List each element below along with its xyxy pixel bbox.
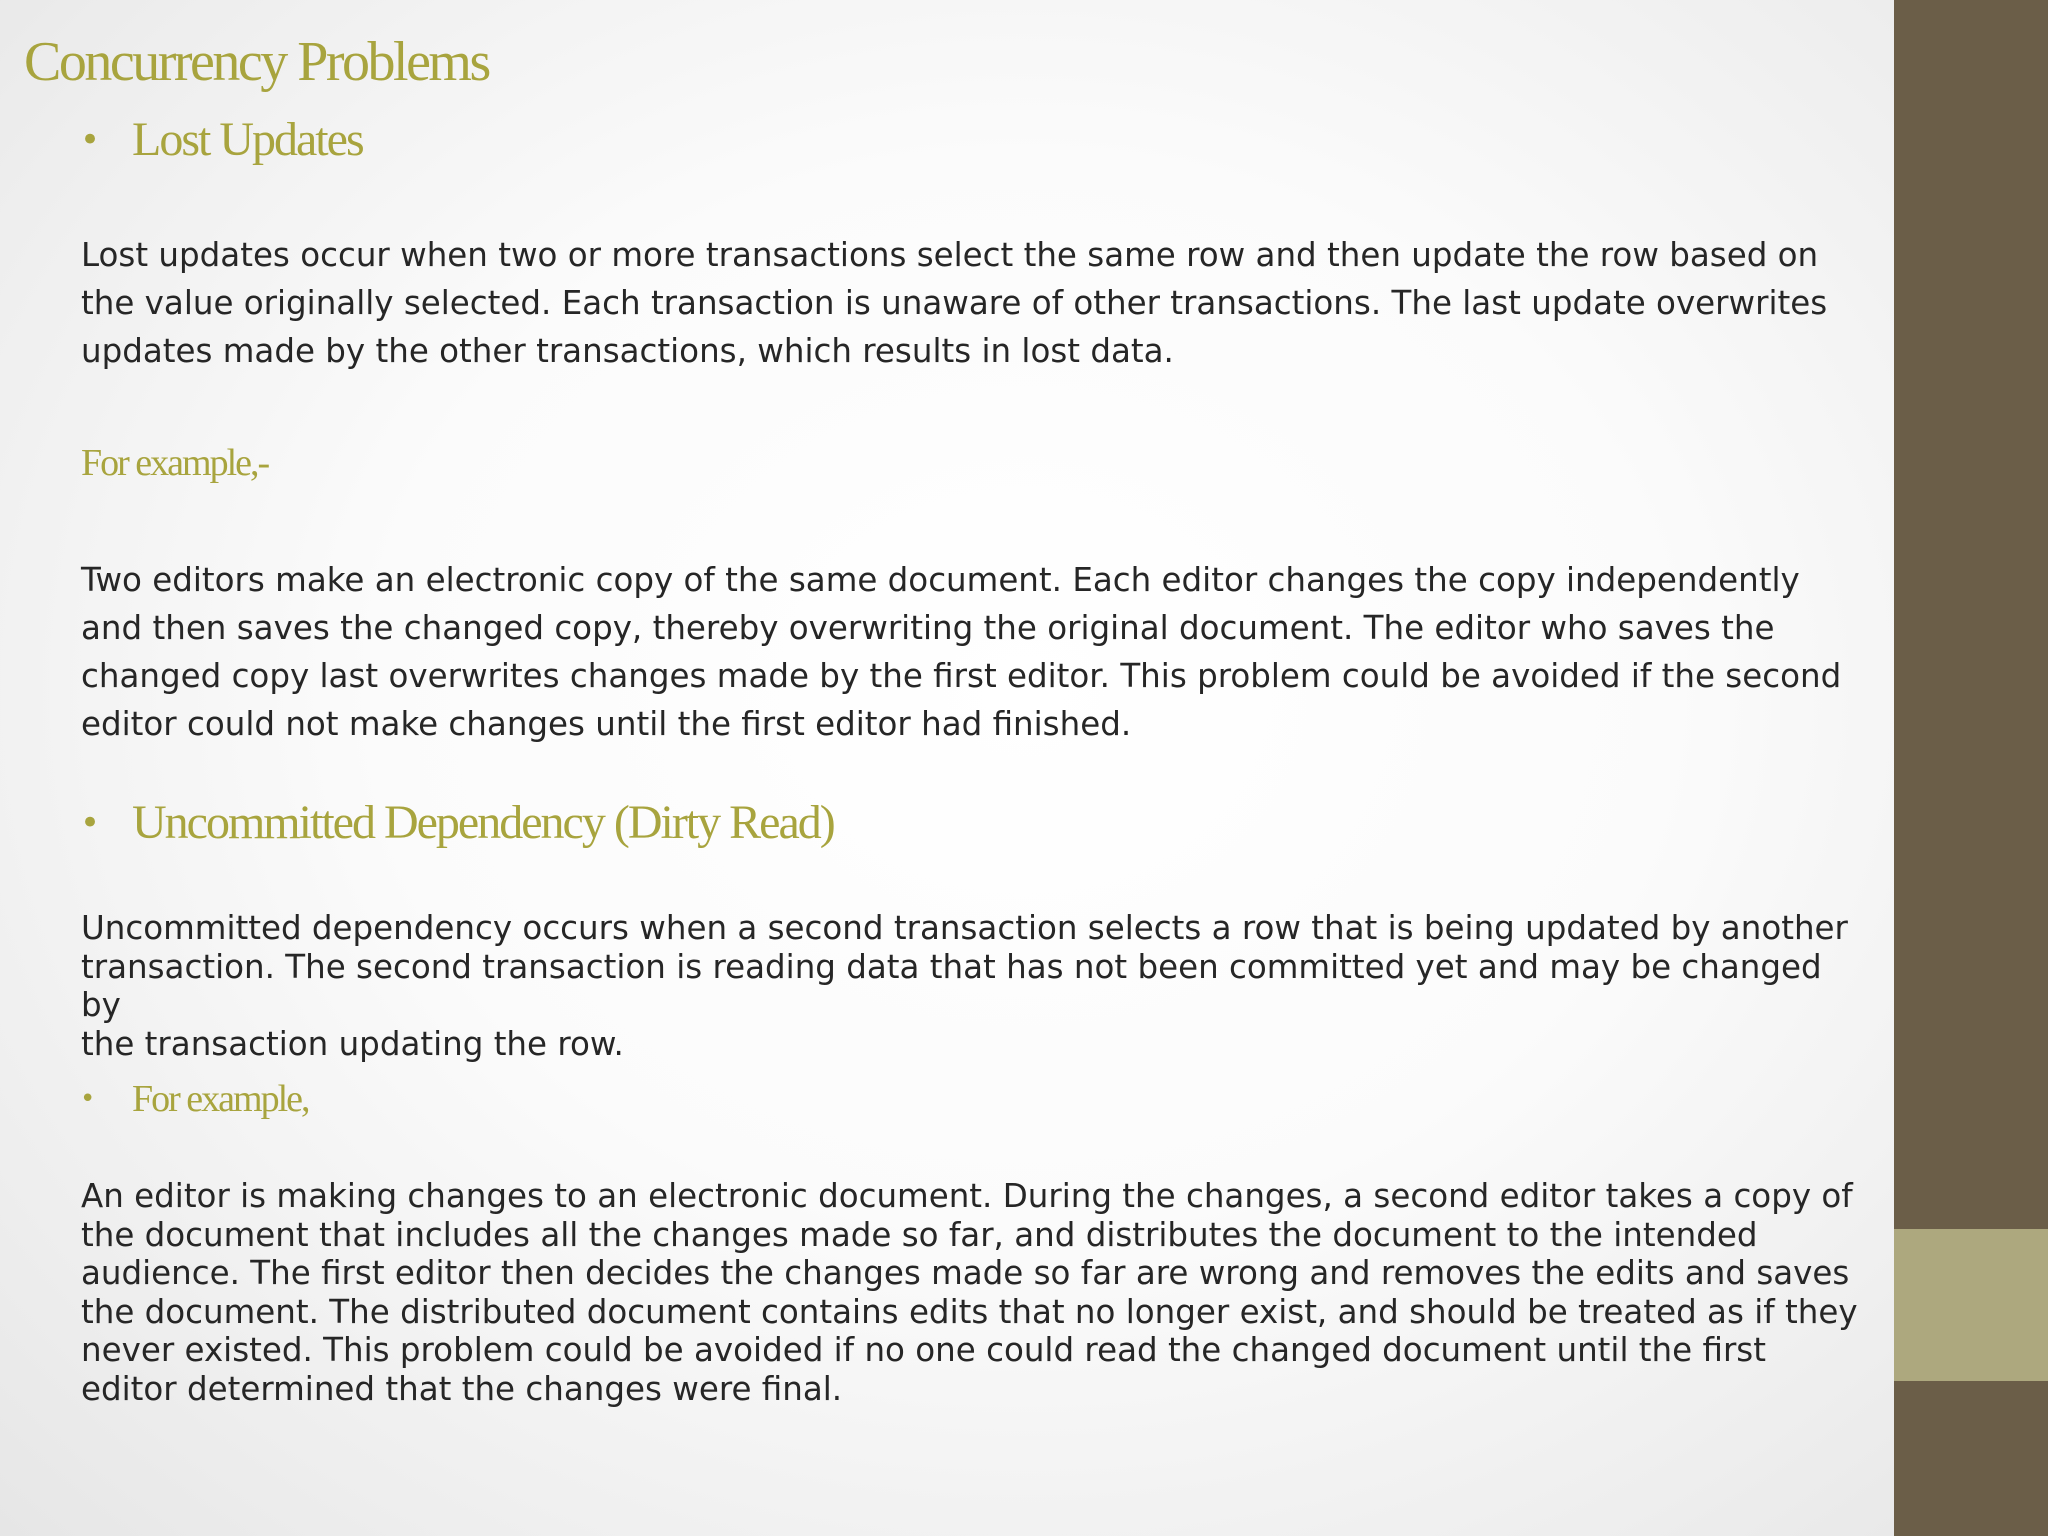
- slide-title: Concurrency Problems: [24, 31, 489, 93]
- heading-dirty-read-label: Uncommitted Dependency (Dirty Read): [132, 796, 834, 849]
- dirty-read-example-label: [80, 1077, 309, 1121]
- bullet-dot-icon: •: [80, 119, 99, 160]
- heading-lost-updates: [80, 112, 363, 167]
- dirty-read-example-label-text: For example,: [132, 1078, 309, 1120]
- dirty-read-description: Uncommitted dependency occurs when a second transaction selects a row that is being updated by another transaction. The second transaction is reading data that has not been committed yet and may be changed by the transaction updating the row.: [81, 909, 1848, 1063]
- lost-updates-example-label: For example,-: [81, 442, 269, 484]
- heading-lost-updates-label: Lost Updates: [132, 113, 363, 166]
- sidebar-accent-block: [1894, 1229, 2048, 1381]
- lost-updates-example-text: Two editors make an electronic copy of the same document. Each editor changes the copy independently and then saves the changed copy, thereby overwriting the original document. The editor who saves the changed copy last overwrites changes made by the first editor. This problem could be avoided if the second editor could not make changes until the first editor had finished.: [81, 561, 1842, 743]
- bullet-dot-icon: •: [80, 802, 99, 843]
- dirty-read-example-text: An editor is making changes to an electronic document. During the changes, a second editor takes a copy of the document that includes all the changes made so far, and distributes the document to the intended audience. The first editor then decides the changes made so far are wrong and removes the edits and saves the document. The distributed document contains edits that no longer exist, and should be treated as if they never existed. This problem could be avoided if no one could read the changed document until the first editor determined that the changes were final.: [81, 1177, 1858, 1408]
- heading-dirty-read: [80, 795, 834, 850]
- lost-updates-description: Lost updates occur when two or more transactions select the same row and then update the row based on the value originally selected. Each transaction is unaware of other transactions. The last update overwrites updates made by the other transactions, which results in lost data.: [81, 236, 1828, 370]
- decorative-sidebar: [1894, 0, 2048, 1536]
- bullet-dot-icon: •: [80, 1084, 94, 1114]
